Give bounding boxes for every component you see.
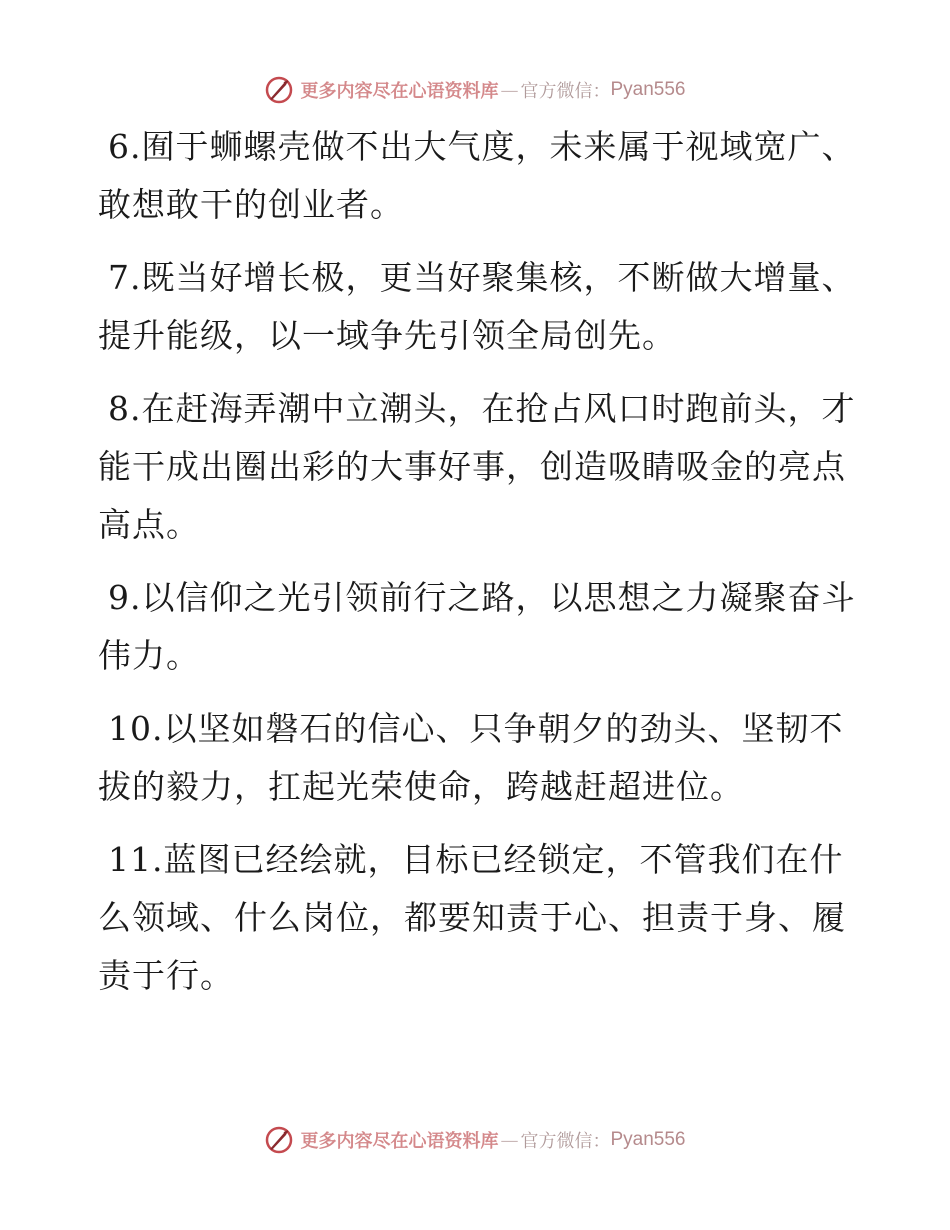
banner-wechat-id: Pyan556 bbox=[610, 79, 686, 100]
paragraph-8: 8.在赶海弄潮中立潮头，在抢占风口时跑前头，才能干成出圈出彩的大事好事，创造吸睛吸金的亮点高点。 bbox=[98, 389, 856, 544]
banner-main-text: 更多内容尽在心语资料库 bbox=[300, 81, 499, 102]
paragraph-9: 9.以信仰之光引领前行之路，以思想之力凝聚奋斗伟力。 bbox=[98, 578, 856, 675]
feather-pen-circle-icon bbox=[264, 1125, 294, 1155]
banner-wechat-label: 官方微信： bbox=[520, 1131, 611, 1152]
banner-dash: — bbox=[500, 79, 519, 101]
paragraph-7: 7.既当好增长极，更当好聚集核，不断做大增量、提升能级，以一域争先引领全局创先。 bbox=[98, 258, 856, 355]
feather-pen-circle-icon bbox=[264, 75, 294, 105]
banner-main-text: 更多内容尽在心语资料库 bbox=[300, 1131, 499, 1152]
banner-dash: — bbox=[500, 1129, 519, 1151]
footer-banner bbox=[0, 1120, 950, 1160]
header-banner bbox=[0, 70, 950, 110]
paragraph-6: 6.囿于蛳螺壳做不出大气度，未来属于视域宽广、敢想敢干的创业者。 bbox=[98, 127, 856, 224]
banner-wechat-label: 官方微信： bbox=[520, 81, 611, 102]
banner-wechat-id: Pyan556 bbox=[610, 1129, 686, 1150]
paragraph-11: 11.蓝图已经绘就，目标已经锁定，不管我们在什么领域、什么岗位，都要知责于心、担责于身、履责于行。 bbox=[98, 840, 846, 995]
paragraph-10: 10.以坚如磐石的信心、只争朝夕的劲头、坚韧不拔的毅力，扛起光荣使命，跨越赶超进位。 bbox=[98, 709, 844, 806]
main-content bbox=[98, 118, 858, 1020]
